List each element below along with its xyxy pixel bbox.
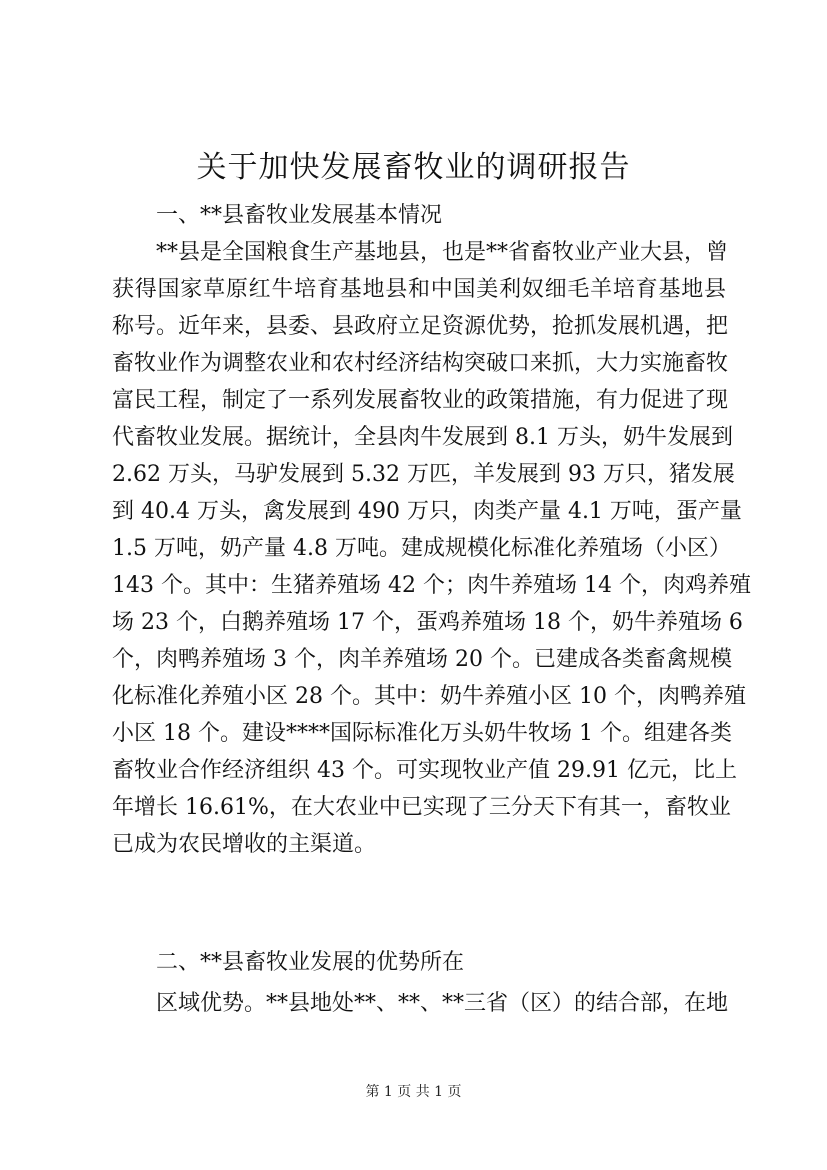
paragraph-line: 场 23 个，白鹅养殖场 17 个，蛋鸡养殖场 18 个，奶牛养殖场 6 bbox=[112, 610, 743, 635]
section-1-paragraph bbox=[112, 234, 751, 863]
paragraph-line: **县是全国粮食生产基地县，也是**省畜牧业产业大县，曾 bbox=[156, 240, 729, 265]
section-2-paragraph bbox=[112, 985, 729, 1022]
paragraph-line: 化标准化养殖小区 28 个。其中：奶牛养殖小区 10 个，肉鸭养殖 bbox=[112, 684, 746, 709]
paragraph-line: 1.5 万吨，奶产量 4.8 万吨。建成规模化标准化养殖场（小区） bbox=[112, 536, 731, 561]
paragraph-line: 到 40.4 万头，禽发展到 490 万只，肉类产量 4.1 万吨，蛋产量 bbox=[112, 499, 742, 524]
paragraph-line: 2.62 万头，马驴发展到 5.32 万匹，羊发展到 93 万只，猪发展 bbox=[112, 462, 735, 487]
paragraph-line: 小区 18 个。建设****国际标准化万头奶牛牧场 1 个。组建各类 bbox=[112, 721, 732, 746]
paragraph-line: 区域优势。**县地处**、**、**三省（区）的结合部，在地 bbox=[156, 991, 729, 1016]
paragraph-line: 称号。近年来，县委、县政府立足资源优势，抢抓发展机遇，把 bbox=[112, 314, 729, 339]
paragraph-line: 个，肉鸭养殖场 3 个，肉羊养殖场 20 个。已建成各类畜禽规模 bbox=[112, 647, 732, 672]
paragraph-line: 年增长 16.61%，在大农业中已实现了三分天下有其一，畜牧业 bbox=[112, 795, 731, 820]
paragraph-line: 畜牧业合作经济组织 43 个。可实现牧业产值 29.91 亿元，比上 bbox=[112, 758, 737, 783]
paragraph-line: 富民工程，制定了一系列发展畜牧业的政策措施，有力促进了现 bbox=[112, 388, 729, 413]
page-number-footer: 第 1 页 共 1 页 bbox=[365, 1084, 462, 1100]
paragraph-line: 已成为农民增收的主渠道。 bbox=[112, 832, 377, 857]
section-2-heading: 二、**县畜牧业发展的优势所在 bbox=[156, 950, 465, 975]
section-1-heading: 一、**县畜牧业发展基本情况 bbox=[156, 203, 443, 228]
paragraph-line: 143 个。其中：生猪养殖场 42 个；肉牛养殖场 14 个，肉鸡养殖 bbox=[112, 573, 751, 598]
paragraph-line: 畜牧业作为调整农业和农村经济结构突破口来抓，大力实施畜牧 bbox=[112, 351, 729, 376]
section-2-heading-block bbox=[112, 944, 726, 981]
section-1-heading-block bbox=[112, 197, 726, 234]
paragraph-line: 代畜牧业发展。据统计，全县肉牛发展到 8.1 万头，奶牛发展到 bbox=[112, 425, 733, 450]
document-title: 关于加快发展畜牧业的调研报告 bbox=[196, 150, 631, 185]
paragraph-line: 获得国家草原红牛培育基地县和中国美利奴细毛羊培育基地县 bbox=[112, 277, 726, 302]
